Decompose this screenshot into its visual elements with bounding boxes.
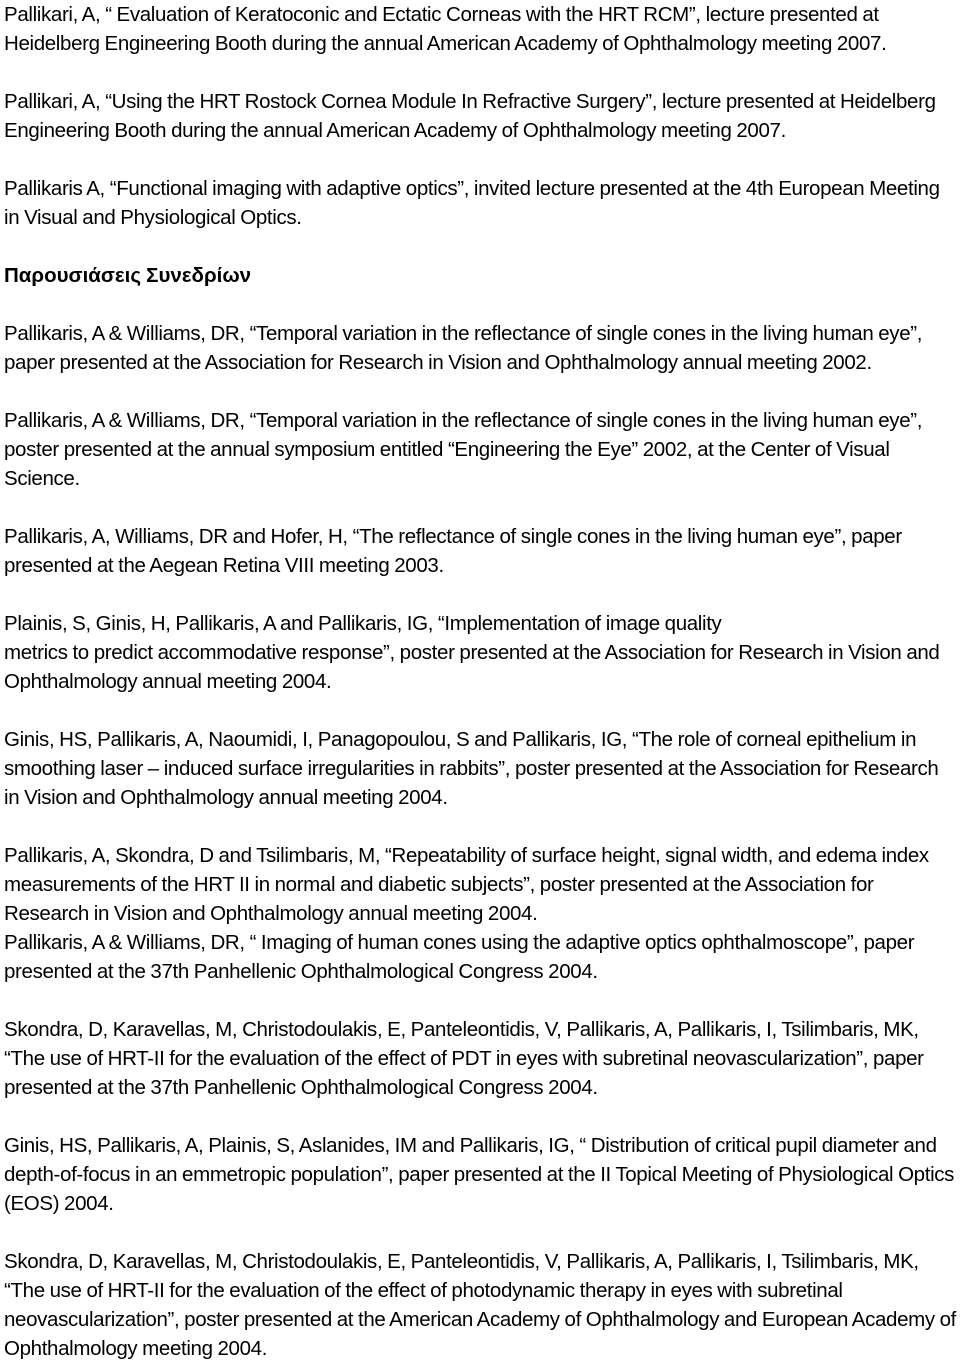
section-heading: Παρουσιάσεις Συνεδρίων — [4, 264, 252, 287]
reference-entry: Ginis, HS, Pallikaris, A, Naoumidi, I, Panagopoulou, S and Pallikaris, IG, “The role of corneal epithelium in smoothing laser – induced surface irregularities in rabbits”, poster presented at the Association for Research in Vision and Ophthalmology annual meeting 2004. — [4, 728, 939, 809]
reference-entry: metrics to predict accommodative response”, poster presented at the Association for Research in Vision and Ophthalmology annual meeting 2004. — [4, 641, 940, 693]
reference-entry: Pallikaris, A & Williams, DR, “Temporal variation in the reflectance of single cones in the living human eye”, poster presented at the annual symposium entitled “Engineering the Eye” 2002, at the Center of Visual Science. — [4, 409, 923, 490]
document-page — [4, 0, 956, 1363]
reference-entry: Pallikaris, A & Williams, DR, “Temporal variation in the reflectance of single cones in the living human eye”, paper presented at the Association for Research in Vision and Ophthalmology annual meeting 2002. — [4, 322, 923, 374]
reference-entry: Pallikaris, A, Williams, DR and Hofer, H, “The reflectance of single cones in the living human eye”, paper presented at the Aegean Retina VIII meeting 2003. — [4, 525, 902, 577]
reference-entry: Skondra, D, Karavellas, M, Christodoulakis, E, Panteleontidis, V, Pallikaris, A, Pallikaris, I, Tsilimbaris, MK, “The use of HRT-II for the evaluation of the effect of photodynamic therapy in eyes with subretinal neovascularization”, poster presented at the American Academy of Ophthalmology and European Academy of Ophthalmology meeting 2004. — [4, 1250, 957, 1360]
reference-entry: Plainis, S, Ginis, H, Pallikaris, A and Pallikaris, IG, “Implementation of image quality — [4, 612, 722, 635]
reference-entry: Pallikari, A, “Using the HRT Rostock Cornea Module In Refractive Surgery”, lecture presented at Heidelberg Engineering Booth during the annual American Academy of Ophthalmology meeting 2007. — [4, 90, 936, 142]
reference-entry: Ginis, HS, Pallikaris, A, Plainis, S, Aslanides, IM and Pallikaris, IG, “ Distribution of critical pupil diameter and depth-of-focus in an emmetropic population”, paper presented at the II Topical Meeting of Physiological Optics (EOS) 2004. — [4, 1134, 955, 1215]
reference-entry: Pallikari, A, “ Evaluation of Keratoconic and Ectatic Corneas with the HRT RCM”, lecture presented at Heidelberg Engineering Booth during the annual American Academy of Ophthalmology meeting 2007. — [4, 3, 887, 55]
reference-entry: Pallikaris, A & Williams, DR, “ Imaging of human cones using the adaptive optics ophthalmoscope”, paper presented at the 37th Panhellenic Ophthalmological Congress 2004. — [4, 931, 915, 983]
reference-entry: Pallikaris, A, Skondra, D and Tsilimbaris, M, “Repeatability of surface height, signal width, and edema index measurements of the HRT II in normal and diabetic subjects”, poster presented at the Association for Research in Vision and Ophthalmology annual meeting 2004. — [4, 844, 929, 925]
reference-entry: Skondra, D, Karavellas, M, Christodoulakis, E, Panteleontidis, V, Pallikaris, A, Pallikaris, I, Tsilimbaris, MK, “The use of HRT-II for the evaluation of the effect of PDT in eyes with subretinal neovascularization”, paper presented at the 37th Panhellenic Ophthalmological Congress 2004. — [4, 1018, 924, 1099]
reference-entry: Pallikaris A, “Functional imaging with adaptive optics”, invited lecture presented at the 4th European Meeting in Visual and Physiological Optics. — [4, 177, 940, 229]
